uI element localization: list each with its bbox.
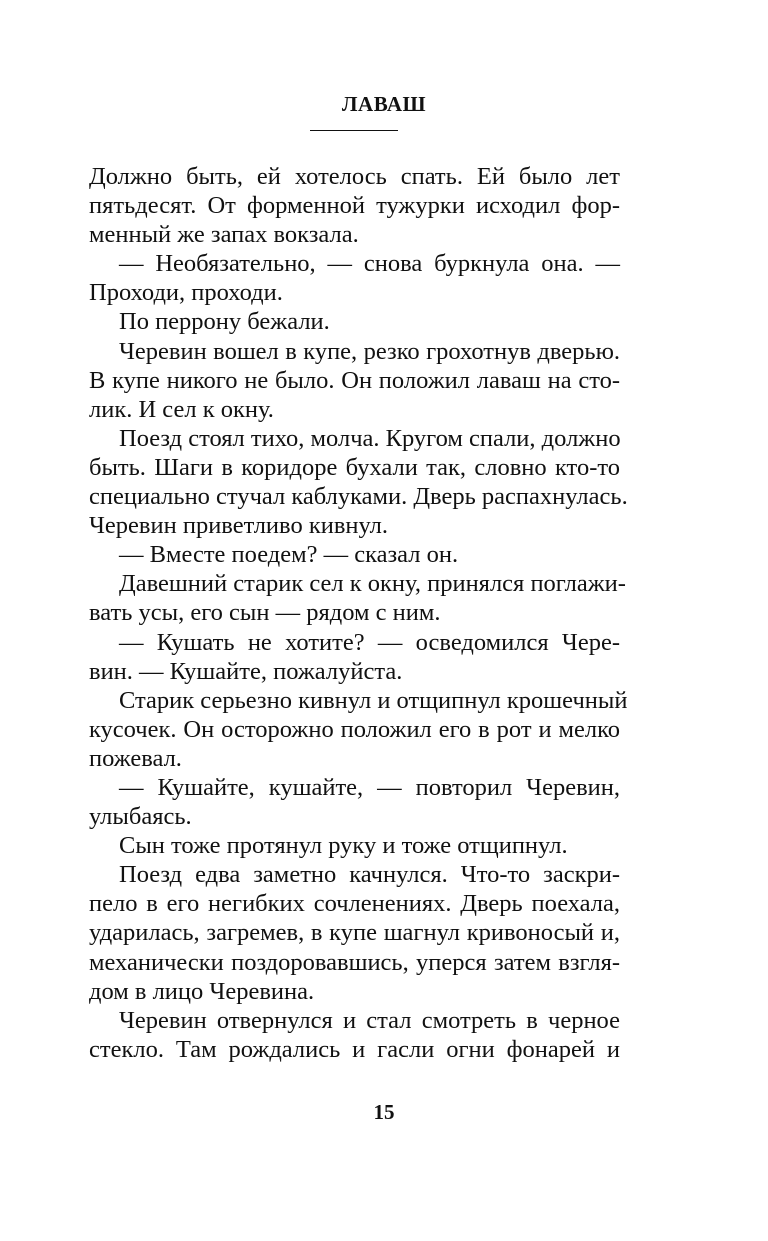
text-line: Черевин отвернулся и стал смотреть в черное	[119, 1006, 620, 1034]
text-line: В купе никого не было. Он положил лаваш на сто-	[89, 366, 620, 394]
text-line: Старик серьезно кивнул и отщипнул крошечный	[119, 686, 628, 714]
text-line: механически поздоровавшись, уперся затем взгля-	[89, 948, 620, 976]
text-line: быть. Шаги в коридоре бухали так, словно кто-то	[89, 453, 620, 481]
text-line: — Необязательно, — снова буркнула она. —	[119, 250, 620, 278]
text-line: специально стучал каблуками. Дверь распахнулась.	[89, 483, 628, 511]
text-line: ударилась, загремев, в купе шагнул кривоносый и,	[89, 919, 620, 947]
text-line: вин. — Кушайте, пожалуйста.	[89, 657, 403, 685]
text-line: Сын тоже протянул руку и тоже отщипнул.	[119, 832, 568, 860]
text-line: пело в его негибких сочленениях. Дверь поехала,	[89, 890, 620, 918]
text-line: По перрону бежали.	[119, 308, 330, 336]
text-line: Давешний старик сел к окну, принялся поглажи-	[119, 570, 626, 598]
text-line: кусочек. Он осторожно положил его в рот и мелко	[89, 715, 620, 743]
text-line: Проходи, проходи.	[89, 279, 283, 307]
text-line: дом в лицо Черевина.	[89, 977, 315, 1005]
text-line: Черевин вошел в купе, резко грохотнув дверью.	[119, 337, 620, 365]
text-line: менный же запах вокзала.	[89, 221, 359, 249]
page-number: 15	[373, 1100, 395, 1124]
text-line: Поезд едва заметно качнулся. Что-то заскри-	[119, 861, 620, 889]
text-line: пожевал.	[89, 744, 182, 772]
running-head-rule	[310, 130, 398, 131]
text-line: лик. И сел к окну.	[89, 395, 274, 423]
text-line: — Кушайте, кушайте, — повторил Черевин,	[119, 773, 620, 801]
text-line: Черевин приветливо кивнул.	[89, 512, 389, 540]
text-line: вать усы, его сын — рядом с ним.	[89, 599, 441, 627]
text-line: Должно быть, ей хотелось спать. Ей было лет	[89, 163, 620, 190]
text-line: Поезд стоял тихо, молча. Кругом спали, должно	[119, 424, 621, 452]
running-head: ЛАВАШ	[341, 92, 427, 116]
body-text	[89, 162, 628, 1064]
text-line: улыбаясь.	[89, 803, 192, 831]
text-line: — Кушать не хотите? — осведомился Чере-	[119, 628, 620, 656]
text-line: пятьдесят. От форменной тужурки исходил фор-	[89, 192, 620, 220]
text-line: — Вместе поедем? — сказал он.	[119, 541, 459, 569]
text-line: стекло. Там рождались и гасли огни фонарей и	[89, 1035, 620, 1063]
